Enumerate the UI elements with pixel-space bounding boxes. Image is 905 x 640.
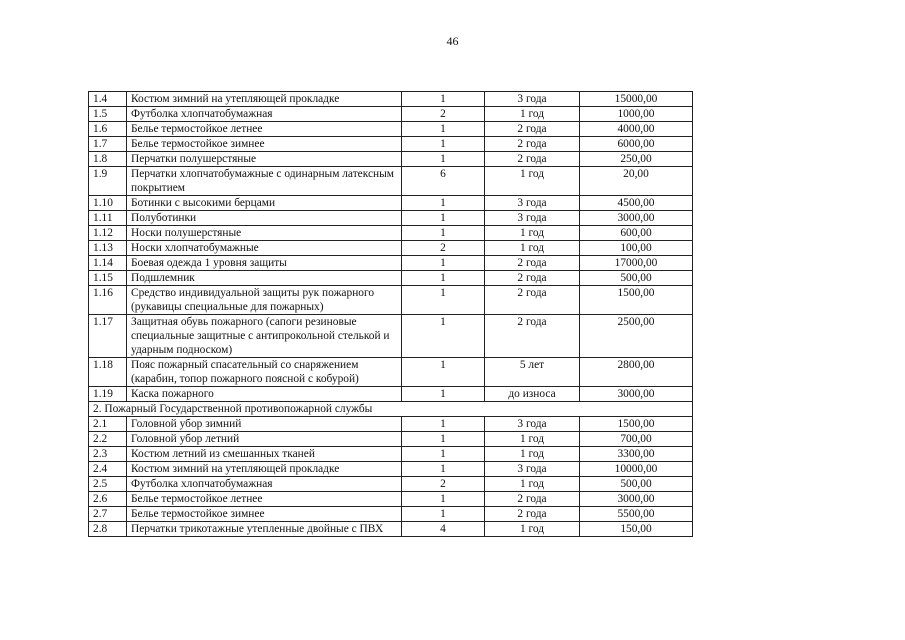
- item-quantity: 4: [402, 522, 485, 537]
- item-name: Костюм летний из смешанных тканей: [127, 447, 402, 462]
- item-term: 1 год: [485, 107, 580, 122]
- item-number: 1.4: [89, 92, 127, 107]
- item-quantity: 1: [402, 387, 485, 402]
- equipment-table: [88, 91, 693, 537]
- item-quantity: 1: [402, 211, 485, 226]
- table-row: [89, 286, 693, 315]
- item-price: 4500,00: [580, 196, 693, 211]
- item-quantity: 1: [402, 417, 485, 432]
- table-row: [89, 358, 693, 387]
- table-row: [89, 417, 693, 432]
- item-term: 1 год: [485, 477, 580, 492]
- item-quantity: 2: [402, 107, 485, 122]
- item-name: Средство индивидуальной защиты рук пожарного (рукавицы специальные для пожарных): [127, 286, 402, 315]
- item-number: 1.14: [89, 256, 127, 271]
- item-number: 1.16: [89, 286, 127, 315]
- item-number: 1.19: [89, 387, 127, 402]
- item-name: Перчатки трикотажные утепленные двойные с ПВХ: [127, 522, 402, 537]
- item-quantity: 1: [402, 152, 485, 167]
- item-name: Носки полушерстяные: [127, 226, 402, 241]
- item-term: 1 год: [485, 432, 580, 447]
- item-quantity: 2: [402, 241, 485, 256]
- item-term: 3 года: [485, 211, 580, 226]
- section-row: [89, 402, 693, 417]
- item-price: 250,00: [580, 152, 693, 167]
- item-number: 1.7: [89, 137, 127, 152]
- item-name: Каска пожарного: [127, 387, 402, 402]
- item-price: 150,00: [580, 522, 693, 537]
- item-quantity: 1: [402, 507, 485, 522]
- item-price: 2800,00: [580, 358, 693, 387]
- table-row: [89, 211, 693, 226]
- item-term: 2 года: [485, 256, 580, 271]
- item-term: 2 года: [485, 315, 580, 358]
- item-number: 1.13: [89, 241, 127, 256]
- item-price: 3000,00: [580, 387, 693, 402]
- item-term: 3 года: [485, 462, 580, 477]
- table-row: [89, 507, 693, 522]
- item-quantity: 1: [402, 271, 485, 286]
- item-price: 700,00: [580, 432, 693, 447]
- item-term: 1 год: [485, 522, 580, 537]
- item-price: 15000,00: [580, 92, 693, 107]
- table-row: [89, 492, 693, 507]
- item-name: Перчатки хлопчатобумажные с одинарным латексным покрытием: [127, 167, 402, 196]
- table-row: [89, 432, 693, 447]
- item-quantity: 1: [402, 256, 485, 271]
- item-number: 1.5: [89, 107, 127, 122]
- table-row: [89, 196, 693, 211]
- item-name: Костюм зимний на утепляющей прокладке: [127, 462, 402, 477]
- item-term: 3 года: [485, 92, 580, 107]
- item-number: 1.8: [89, 152, 127, 167]
- item-name: Головной убор летний: [127, 432, 402, 447]
- item-number: 1.18: [89, 358, 127, 387]
- item-term: 3 года: [485, 196, 580, 211]
- table-row: [89, 387, 693, 402]
- item-name: Белье термостойкое летнее: [127, 492, 402, 507]
- item-quantity: 6: [402, 167, 485, 196]
- table-row: [89, 137, 693, 152]
- item-term: 2 года: [485, 507, 580, 522]
- item-price: 1000,00: [580, 107, 693, 122]
- table-row: [89, 315, 693, 358]
- item-term: 2 года: [485, 286, 580, 315]
- item-number: 1.12: [89, 226, 127, 241]
- item-quantity: 1: [402, 196, 485, 211]
- item-name: Защитная обувь пожарного (сапоги резиновые специальные защитные с антипрокольной стелькой и ударным подноском): [127, 315, 402, 358]
- item-name: Пояс пожарный спасательный со снаряжением (карабин, топор пожарного поясной с кобурой): [127, 358, 402, 387]
- item-term: 1 год: [485, 167, 580, 196]
- item-quantity: 1: [402, 226, 485, 241]
- item-quantity: 1: [402, 492, 485, 507]
- item-number: 1.10: [89, 196, 127, 211]
- item-number: 2.7: [89, 507, 127, 522]
- item-term: 2 года: [485, 492, 580, 507]
- table-row: [89, 152, 693, 167]
- item-name: Белье термостойкое зимнее: [127, 507, 402, 522]
- item-name: Подшлемник: [127, 271, 402, 286]
- item-name: Ботинки с высокими берцами: [127, 196, 402, 211]
- item-price: 3000,00: [580, 211, 693, 226]
- item-price: 5500,00: [580, 507, 693, 522]
- table-row: [89, 522, 693, 537]
- item-quantity: 1: [402, 137, 485, 152]
- item-name: Носки хлопчатобумажные: [127, 241, 402, 256]
- item-term: 1 год: [485, 226, 580, 241]
- item-number: 1.17: [89, 315, 127, 358]
- item-term: до износа: [485, 387, 580, 402]
- item-quantity: 2: [402, 477, 485, 492]
- item-term: 1 год: [485, 241, 580, 256]
- item-quantity: 1: [402, 122, 485, 137]
- equipment-table-body: [89, 92, 693, 537]
- item-name: Футболка хлопчатобумажная: [127, 477, 402, 492]
- item-price: 1500,00: [580, 286, 693, 315]
- item-number: 1.9: [89, 167, 127, 196]
- section-title: 2. Пожарный Государственной противопожарной службы: [89, 402, 693, 417]
- item-quantity: 1: [402, 358, 485, 387]
- page-number: 46: [446, 34, 459, 48]
- table-row: [89, 122, 693, 137]
- item-name: Головной убор зимний: [127, 417, 402, 432]
- item-price: 10000,00: [580, 462, 693, 477]
- item-price: 600,00: [580, 226, 693, 241]
- item-number: 2.8: [89, 522, 127, 537]
- item-quantity: 1: [402, 286, 485, 315]
- item-number: 2.6: [89, 492, 127, 507]
- item-price: 100,00: [580, 241, 693, 256]
- item-term: 3 года: [485, 417, 580, 432]
- item-number: 2.2: [89, 432, 127, 447]
- table-row: [89, 107, 693, 122]
- item-price: 20,00: [580, 167, 693, 196]
- item-quantity: 1: [402, 447, 485, 462]
- table-row: [89, 447, 693, 462]
- table-row: [89, 477, 693, 492]
- item-price: 500,00: [580, 271, 693, 286]
- item-quantity: 1: [402, 315, 485, 358]
- item-number: 2.4: [89, 462, 127, 477]
- item-name: Боевая одежда 1 уровня защиты: [127, 256, 402, 271]
- item-name: Полуботинки: [127, 211, 402, 226]
- item-price: 500,00: [580, 477, 693, 492]
- table-row: [89, 167, 693, 196]
- item-name: Футболка хлопчатобумажная: [127, 107, 402, 122]
- table-row: [89, 462, 693, 477]
- table-row: [89, 271, 693, 286]
- item-quantity: 1: [402, 92, 485, 107]
- item-name: Перчатки полушерстяные: [127, 152, 402, 167]
- table-row: [89, 92, 693, 107]
- item-name: Белье термостойкое летнее: [127, 122, 402, 137]
- item-price: 4000,00: [580, 122, 693, 137]
- item-name: Белье термостойкое зимнее: [127, 137, 402, 152]
- item-price: 17000,00: [580, 256, 693, 271]
- table-row: [89, 256, 693, 271]
- item-number: 1.15: [89, 271, 127, 286]
- item-number: 1.11: [89, 211, 127, 226]
- item-term: 2 года: [485, 152, 580, 167]
- item-name: Костюм зимний на утепляющей прокладке: [127, 92, 402, 107]
- item-term: 2 года: [485, 271, 580, 286]
- item-number: 1.6: [89, 122, 127, 137]
- item-number: 2.1: [89, 417, 127, 432]
- item-price: 6000,00: [580, 137, 693, 152]
- item-number: 2.5: [89, 477, 127, 492]
- item-term: 2 года: [485, 122, 580, 137]
- item-price: 3300,00: [580, 447, 693, 462]
- table-row: [89, 226, 693, 241]
- item-number: 2.3: [89, 447, 127, 462]
- item-term: 5 лет: [485, 358, 580, 387]
- item-term: 1 год: [485, 447, 580, 462]
- item-quantity: 1: [402, 432, 485, 447]
- item-price: 3000,00: [580, 492, 693, 507]
- item-quantity: 1: [402, 462, 485, 477]
- item-term: 2 года: [485, 137, 580, 152]
- item-price: 1500,00: [580, 417, 693, 432]
- item-price: 2500,00: [580, 315, 693, 358]
- table-row: [89, 241, 693, 256]
